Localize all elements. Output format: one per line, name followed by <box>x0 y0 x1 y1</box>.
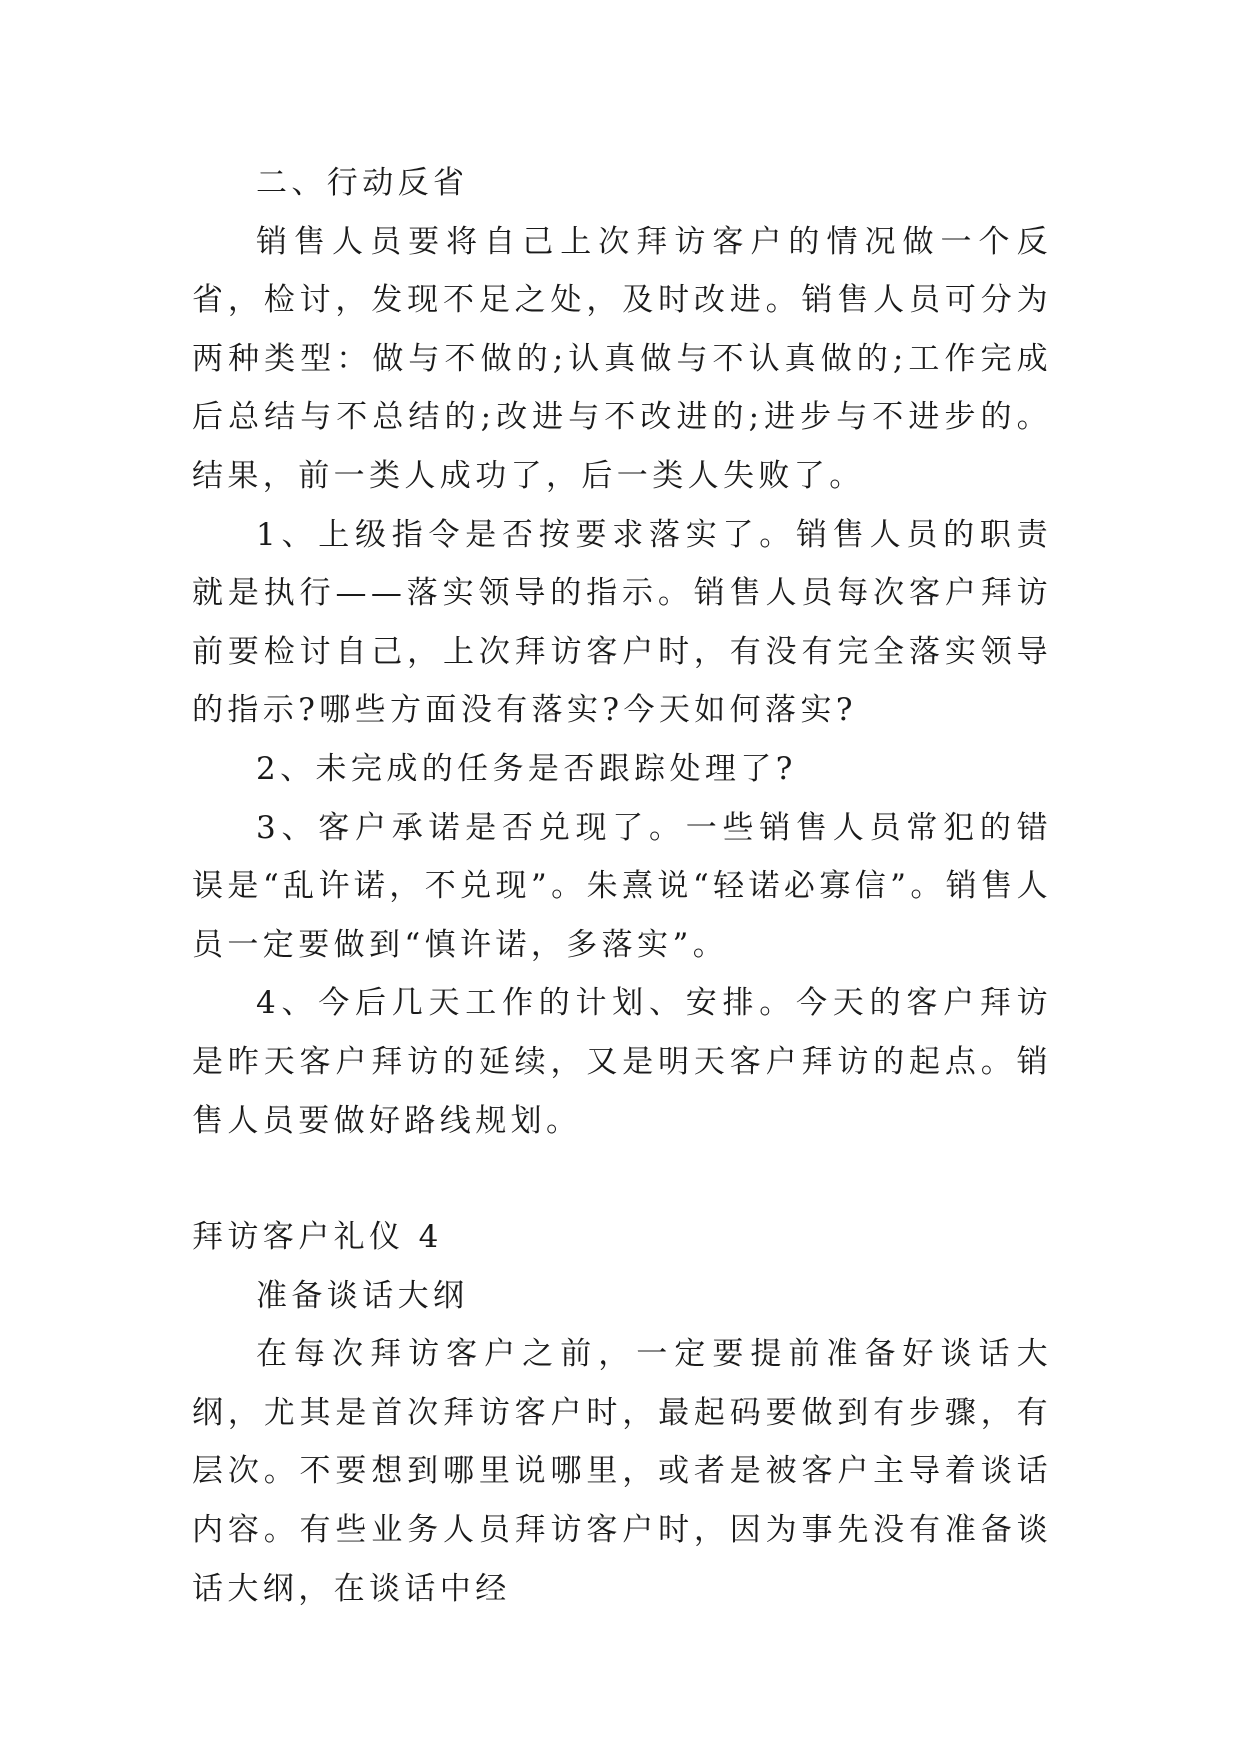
paragraph-outline: 在每次拜访客户之前，一定要提前准备好谈话大纲，尤其是首次拜访客户时，最起码要做到有步骤，有层次。不要想到哪里说哪里，或者是被客户主导着谈话内容。有些业务人员拜访客户时，因为事先没有准备谈话大纲，在谈话中经 <box>192 1336 1052 1607</box>
section-title: 拜访客户礼仪 4 <box>192 1219 443 1256</box>
list-item-4: 4、今后几天工作的计划、安排。今天的客户拜访是昨天客户拜访的延续，又是明天客户拜访的起点。销售人员要做好路线规划。 <box>192 985 1052 1139</box>
paragraph-reflection: 销售人员要将自己上次拜访客户的情况做一个反省，检讨，发现不足之处，及时改进。销售人员可分为两种类型：做与不做的;认真做与不认真做的;工作完成后总结与不总结的;改进与不改进的;进步与不进步的。结果，前一类人成功了，后一类人失败了。 <box>192 223 1052 494</box>
heading-action-reflection: 二、行动反省 <box>256 165 469 201</box>
document-body <box>192 154 1052 1618</box>
list-item-2: 2、未完成的任务是否跟踪处理了? <box>256 750 797 787</box>
list-item-3: 3、客户承诺是否兑现了。一些销售人员常犯的错误是“乱许诺，不兑现”。朱熹说“轻诺必寡信”。销售人员一定要做到“慎许诺，多落实”。 <box>192 809 1052 963</box>
list-item-1: 1、上级指令是否按要求落实了。销售人员的职责就是执行——落实领导的指示。销售人员每次客户拜访前要检讨自己，上次拜访客户时，有没有完全落实领导的指示?哪些方面没有落实?今天如何落实? <box>192 516 1052 729</box>
subheading-outline: 准备谈话大纲 <box>256 1277 469 1314</box>
